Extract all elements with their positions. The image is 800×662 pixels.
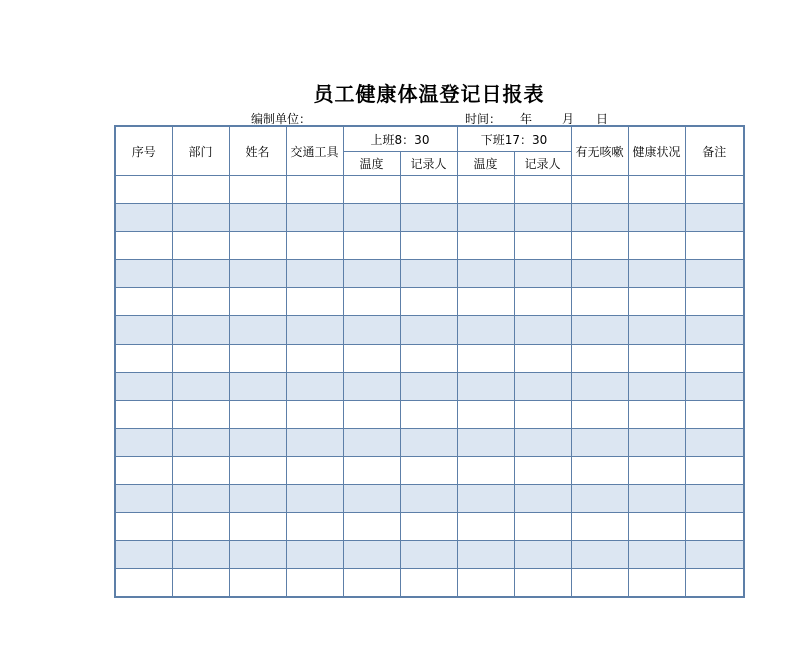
- table-cell[interactable]: [628, 372, 685, 400]
- table-cell[interactable]: [343, 204, 400, 232]
- table-cell[interactable]: [115, 485, 172, 513]
- table-cell[interactable]: [286, 541, 343, 569]
- table-cell[interactable]: [685, 260, 744, 288]
- table-cell[interactable]: [628, 541, 685, 569]
- table-cell[interactable]: [343, 400, 400, 428]
- table-row: [115, 372, 744, 400]
- table-cell[interactable]: [457, 372, 514, 400]
- table-row: [115, 288, 744, 316]
- table-cell[interactable]: [286, 456, 343, 484]
- health-log-table: [114, 125, 745, 598]
- table-cell[interactable]: [286, 288, 343, 316]
- table-cell[interactable]: [685, 569, 744, 598]
- table-row: [115, 204, 744, 232]
- header-name: 姓名: [229, 126, 286, 176]
- table-cell[interactable]: [628, 176, 685, 204]
- table-cell[interactable]: [628, 316, 685, 344]
- table-cell[interactable]: [628, 569, 685, 598]
- table-cell[interactable]: [400, 232, 457, 260]
- table-cell[interactable]: [571, 569, 628, 598]
- table-cell[interactable]: [457, 288, 514, 316]
- table-cell[interactable]: [343, 176, 400, 204]
- table-cell[interactable]: [628, 428, 685, 456]
- table-cell[interactable]: [628, 344, 685, 372]
- table-cell[interactable]: [628, 232, 685, 260]
- table-row: [115, 513, 744, 541]
- table-cell[interactable]: [229, 288, 286, 316]
- table-cell[interactable]: [571, 316, 628, 344]
- table-row: [115, 260, 744, 288]
- table-cell[interactable]: [172, 372, 229, 400]
- table-cell[interactable]: [172, 541, 229, 569]
- table-cell[interactable]: [628, 456, 685, 484]
- table-cell[interactable]: [286, 428, 343, 456]
- table-cell[interactable]: [457, 344, 514, 372]
- table-cell[interactable]: [400, 372, 457, 400]
- table-cell[interactable]: [400, 428, 457, 456]
- table-cell[interactable]: [172, 485, 229, 513]
- table-cell[interactable]: [229, 176, 286, 204]
- table-cell[interactable]: [229, 316, 286, 344]
- table-cell[interactable]: [229, 204, 286, 232]
- table-cell[interactable]: [400, 316, 457, 344]
- table-cell[interactable]: [685, 316, 744, 344]
- table-cell[interactable]: [172, 232, 229, 260]
- table-cell[interactable]: [457, 400, 514, 428]
- table-cell[interactable]: [115, 372, 172, 400]
- table-row: [115, 485, 744, 513]
- table-cell[interactable]: [115, 400, 172, 428]
- table-cell[interactable]: [286, 260, 343, 288]
- table-cell[interactable]: [115, 456, 172, 484]
- table-cell[interactable]: [571, 428, 628, 456]
- table-cell[interactable]: [400, 260, 457, 288]
- table-cell[interactable]: [514, 569, 571, 598]
- table-cell[interactable]: [286, 232, 343, 260]
- table-cell[interactable]: [457, 260, 514, 288]
- table-cell[interactable]: [400, 456, 457, 484]
- table-cell[interactable]: [457, 316, 514, 344]
- table-cell[interactable]: [115, 232, 172, 260]
- table-cell[interactable]: [343, 344, 400, 372]
- table-cell[interactable]: [343, 428, 400, 456]
- table-cell[interactable]: [286, 372, 343, 400]
- table-cell[interactable]: [514, 428, 571, 456]
- table-cell[interactable]: [229, 428, 286, 456]
- table-cell[interactable]: [286, 400, 343, 428]
- table-cell[interactable]: [457, 541, 514, 569]
- table-cell[interactable]: [229, 344, 286, 372]
- table-cell[interactable]: [172, 400, 229, 428]
- table-cell[interactable]: [571, 344, 628, 372]
- table-cell[interactable]: [628, 204, 685, 232]
- table-cell[interactable]: [286, 513, 343, 541]
- table-cell[interactable]: [628, 260, 685, 288]
- table-cell[interactable]: [115, 513, 172, 541]
- table-cell[interactable]: [685, 456, 744, 484]
- table-cell[interactable]: [685, 344, 744, 372]
- table-cell[interactable]: [229, 372, 286, 400]
- table-cell[interactable]: [685, 204, 744, 232]
- header-remarks: 备注: [685, 126, 744, 176]
- table-cell[interactable]: [457, 569, 514, 598]
- header-dept: 部门: [172, 126, 229, 176]
- table-cell[interactable]: [685, 485, 744, 513]
- table-row: [115, 232, 744, 260]
- table-cell[interactable]: [343, 288, 400, 316]
- table-cell[interactable]: [514, 372, 571, 400]
- table-cell[interactable]: [628, 513, 685, 541]
- table-cell[interactable]: [571, 260, 628, 288]
- table-cell[interactable]: [400, 569, 457, 598]
- table-cell[interactable]: [628, 288, 685, 316]
- table-cell[interactable]: [343, 372, 400, 400]
- table-cell[interactable]: [685, 541, 744, 569]
- table-cell[interactable]: [172, 344, 229, 372]
- table-cell[interactable]: [571, 288, 628, 316]
- table-cell[interactable]: [457, 232, 514, 260]
- table-cell[interactable]: [229, 400, 286, 428]
- table-row: [115, 176, 744, 204]
- table-cell[interactable]: [400, 176, 457, 204]
- header-morning-temperature: 温度: [343, 152, 400, 176]
- table-cell[interactable]: [400, 513, 457, 541]
- table-cell[interactable]: [172, 569, 229, 598]
- table-cell[interactable]: [229, 485, 286, 513]
- table-cell[interactable]: [172, 513, 229, 541]
- table-cell[interactable]: [115, 176, 172, 204]
- header-morning-recorder: 记录人: [400, 152, 457, 176]
- table-cell[interactable]: [229, 541, 286, 569]
- table-cell[interactable]: [400, 204, 457, 232]
- table-cell[interactable]: [286, 316, 343, 344]
- table-cell[interactable]: [343, 541, 400, 569]
- table-cell[interactable]: [115, 260, 172, 288]
- table-cell[interactable]: [286, 485, 343, 513]
- table-row: [115, 456, 744, 484]
- table-cell[interactable]: [286, 344, 343, 372]
- table-cell[interactable]: [514, 204, 571, 232]
- table-cell[interactable]: [457, 485, 514, 513]
- table-cell[interactable]: [571, 400, 628, 428]
- month-label: 月: [562, 112, 575, 126]
- table-cell[interactable]: [685, 428, 744, 456]
- table-cell[interactable]: [400, 400, 457, 428]
- header-morning-shift: 上班8：30: [343, 126, 457, 152]
- day-label: 日: [596, 112, 609, 126]
- table-cell[interactable]: [229, 569, 286, 598]
- table-cell[interactable]: [343, 316, 400, 344]
- table-cell[interactable]: [343, 456, 400, 484]
- table-cell[interactable]: [400, 541, 457, 569]
- table-cell[interactable]: [115, 316, 172, 344]
- table-cell[interactable]: [514, 513, 571, 541]
- time-label: 时间：: [465, 112, 502, 126]
- table-cell[interactable]: [571, 456, 628, 484]
- table-cell[interactable]: [571, 176, 628, 204]
- table-body: [115, 176, 744, 598]
- table-cell[interactable]: [571, 204, 628, 232]
- header-cough: 有无咳嗽: [571, 126, 628, 176]
- table-cell[interactable]: [229, 260, 286, 288]
- table-cell[interactable]: [115, 428, 172, 456]
- table-cell[interactable]: [172, 288, 229, 316]
- table-cell[interactable]: [514, 288, 571, 316]
- table-cell[interactable]: [457, 428, 514, 456]
- table-cell[interactable]: [685, 176, 744, 204]
- table-cell[interactable]: [571, 232, 628, 260]
- table-cell[interactable]: [172, 456, 229, 484]
- table-cell[interactable]: [229, 232, 286, 260]
- table-cell[interactable]: [685, 400, 744, 428]
- table-cell[interactable]: [229, 456, 286, 484]
- table-cell[interactable]: [172, 428, 229, 456]
- table-cell[interactable]: [571, 541, 628, 569]
- table-row: [115, 569, 744, 598]
- table-cell[interactable]: [343, 485, 400, 513]
- unit-label: 编制单位：: [251, 112, 312, 126]
- table-cell[interactable]: [400, 485, 457, 513]
- table-cell[interactable]: [172, 204, 229, 232]
- header-transport: 交通工具: [286, 126, 343, 176]
- table-cell[interactable]: [514, 176, 571, 204]
- table-cell[interactable]: [115, 288, 172, 316]
- table-cell[interactable]: [514, 400, 571, 428]
- table-cell[interactable]: [343, 232, 400, 260]
- table-cell[interactable]: [115, 541, 172, 569]
- table-cell[interactable]: [286, 204, 343, 232]
- table-cell[interactable]: [457, 456, 514, 484]
- header-health: 健康状况: [628, 126, 685, 176]
- table-cell[interactable]: [343, 260, 400, 288]
- table-cell[interactable]: [343, 513, 400, 541]
- table-row: [115, 428, 744, 456]
- header-evening-recorder: 记录人: [514, 152, 571, 176]
- table-cell[interactable]: [400, 288, 457, 316]
- table-cell[interactable]: [685, 513, 744, 541]
- table-cell[interactable]: [514, 316, 571, 344]
- table-cell[interactable]: [514, 541, 571, 569]
- table-cell[interactable]: [457, 513, 514, 541]
- table-cell[interactable]: [457, 204, 514, 232]
- table-cell[interactable]: [628, 485, 685, 513]
- table-cell[interactable]: [685, 288, 744, 316]
- table-cell[interactable]: [229, 513, 286, 541]
- header-evening-shift: 下班17：30: [457, 126, 571, 152]
- table-cell[interactable]: [343, 569, 400, 598]
- table-cell[interactable]: [514, 260, 571, 288]
- table-cell[interactable]: [514, 232, 571, 260]
- table-cell[interactable]: [115, 204, 172, 232]
- table-row: [115, 316, 744, 344]
- year-label: 年: [520, 112, 533, 126]
- table-cell[interactable]: [172, 260, 229, 288]
- table-cell[interactable]: [571, 513, 628, 541]
- table-cell[interactable]: [571, 372, 628, 400]
- header-evening-temperature: 温度: [457, 152, 514, 176]
- report-title: 员工健康体温登记日报表: [313, 82, 545, 106]
- header-seq: 序号: [115, 126, 172, 176]
- table-row: [115, 400, 744, 428]
- table-cell[interactable]: [514, 485, 571, 513]
- table-cell[interactable]: [286, 176, 343, 204]
- table-cell[interactable]: [685, 372, 744, 400]
- table-cell[interactable]: [115, 344, 172, 372]
- table-row: [115, 344, 744, 372]
- table-cell[interactable]: [571, 485, 628, 513]
- table-cell[interactable]: [172, 176, 229, 204]
- table-cell[interactable]: [286, 569, 343, 598]
- table-cell[interactable]: [514, 456, 571, 484]
- table-cell[interactable]: [115, 569, 172, 598]
- table-cell[interactable]: [400, 344, 457, 372]
- table-row: [115, 541, 744, 569]
- table-cell[interactable]: [685, 232, 744, 260]
- table-cell[interactable]: [172, 316, 229, 344]
- table-cell[interactable]: [628, 400, 685, 428]
- table-cell[interactable]: [457, 176, 514, 204]
- table-cell[interactable]: [514, 344, 571, 372]
